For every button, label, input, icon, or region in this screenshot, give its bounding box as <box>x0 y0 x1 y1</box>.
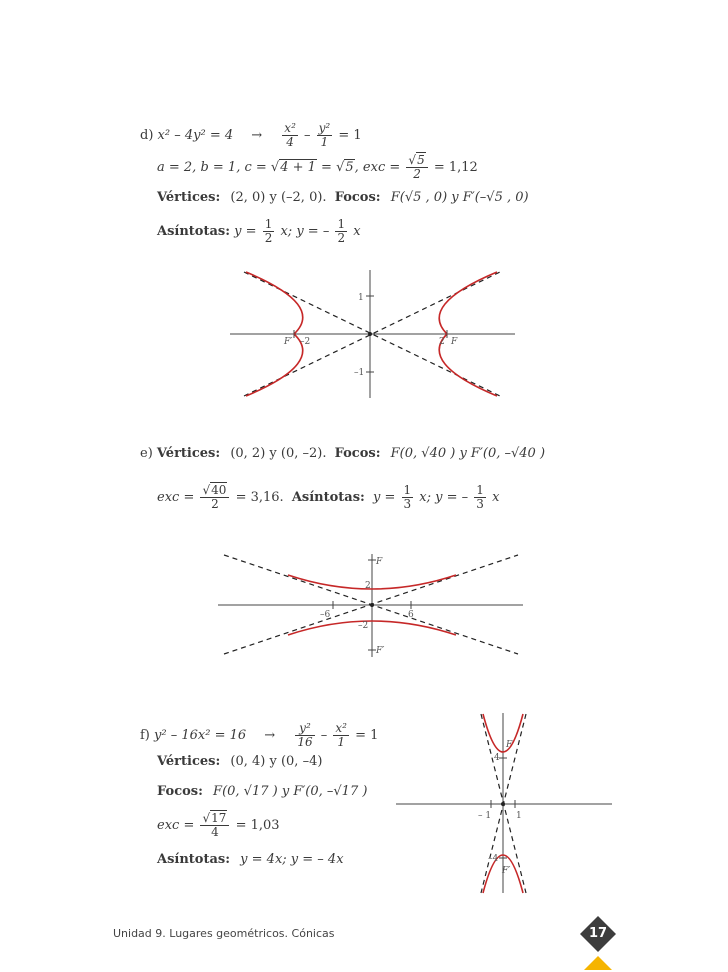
d-exc-label: , exc = <box>354 160 401 175</box>
e-exc-frac: $\frac{√40}{2}$ <box>200 484 229 511</box>
e-vertices-label: Vértices: <box>156 446 221 461</box>
d-params-line: a = 2, b = 1, c = √4 + 1 = √5, exc = $\frac{√5}{2}$ = 1,12 <box>157 153 478 181</box>
d-asint-frac1: $\frac{1}{2}$ <box>264 217 273 245</box>
e-asint-end: x <box>492 490 500 505</box>
d-focos-label: Focos: <box>334 190 381 205</box>
e-tick-pos-y: 2 <box>365 581 371 591</box>
d-arrow: → <box>251 128 263 143</box>
e-vertices-val: (0, 2) y (0, –2). <box>230 446 327 461</box>
d-tick-pos-y: 1 <box>358 293 364 303</box>
f-frac1: $\frac{\text{y²}}{16}$ <box>297 721 313 749</box>
d-eq-rhs: = 1 <box>338 128 362 143</box>
f-focus-top: F <box>506 740 513 750</box>
d-tick-pos-x: 2 <box>439 337 445 347</box>
d-c-root: 5 <box>345 160 354 175</box>
f-vertices-val: (0, 4) y (0, –4) <box>230 754 323 769</box>
d-exc-val: = 1,12 <box>433 160 478 175</box>
f-tick-neg-x: – 1 <box>478 811 492 821</box>
e-asint-mid: x; y = – <box>419 490 469 505</box>
d-asint-end: x <box>353 224 361 239</box>
d-c-radicand: 4 + 1 <box>280 160 316 175</box>
e-focos-label: Focos: <box>334 446 381 461</box>
e-exc-label: exc = <box>157 490 195 505</box>
f-vertices-label: Vértices: <box>157 754 221 769</box>
page-number: 17 <box>588 926 608 941</box>
d-focus-left: F′ <box>284 337 293 347</box>
d-vertices-val: (2, 0) y (–2, 0). <box>230 190 327 205</box>
f-focos-val: F(0, √17 ) y F′(0, –√17 ) <box>213 784 368 799</box>
f-asint-label: Asíntotas: <box>157 852 231 867</box>
e-asint-frac2: $\frac{1}{3}$ <box>476 483 484 511</box>
d-asint-label: Asíntotas: <box>157 224 231 239</box>
d-tick-neg-y: –1 <box>354 368 365 378</box>
d-tick-neg-x: –2 <box>300 337 311 347</box>
d-focos-val: F(√5 , 0) y F′(–√5 , 0) <box>390 190 529 205</box>
e-label: e) <box>140 446 153 461</box>
d-minus: – <box>304 128 311 143</box>
f-minus: – <box>320 728 328 743</box>
f-exc-label: exc = <box>157 818 195 833</box>
d-asint-y1: y = <box>234 224 257 239</box>
d-c-eq: = <box>321 160 332 175</box>
f-eq-lhs: y² – 16x² = 16 <box>154 728 247 743</box>
f-eq-rhs: = 1 <box>355 728 379 743</box>
d-frac2: $\frac{\text{y²}}{1}$ <box>318 121 331 149</box>
f-frac2: $\frac{\text{x²}}{1}$ <box>335 721 347 749</box>
d-params: a = 2, b = 1, c = <box>157 160 267 175</box>
d-focus-right: F <box>451 337 458 347</box>
d-asint-mid: x; y = – <box>280 224 330 239</box>
d-frac1: $\frac{\text{x²}}{4}$ <box>284 121 296 149</box>
e-focus-bottom: F′ <box>376 646 385 656</box>
d-eq-lhs: x² – 4y² = 4 <box>157 128 234 143</box>
e-tick-pos-x: 6 <box>408 610 414 620</box>
f-label: f) <box>140 728 150 743</box>
f-arrow: → <box>264 728 276 743</box>
footer-unit-title: Unidad 9. Lugares geométricos. Cónicas <box>113 927 335 940</box>
d-asint-frac2: $\frac{1}{2}$ <box>337 217 346 245</box>
page-number-badge <box>578 912 618 972</box>
e-exc-val: = 3,16. <box>235 490 284 505</box>
f-tick-pos-x: 1 <box>516 811 522 821</box>
e-focos-val: F(0, √40 ) y F′(0, –√40 ) <box>390 446 546 461</box>
e-tick-neg-x: –6 <box>320 610 331 620</box>
e-tick-neg-y: –2 <box>358 621 369 631</box>
e-asint-y1: y = <box>372 490 396 505</box>
f-exc-val: = 1,03 <box>235 818 280 833</box>
e-asint-frac1: $\frac{1}{3}$ <box>403 483 412 511</box>
f-tick-neg-y: –4 <box>488 854 499 864</box>
d-label: d) <box>140 128 154 143</box>
f-tick-pos-y: 4 <box>494 753 500 763</box>
page-badge-accent <box>584 956 612 970</box>
f-asint-val: y = 4x; y = – 4x <box>240 852 344 867</box>
e-asint-label: Asíntotas: <box>291 490 365 505</box>
d-vertices-label: Vértices: <box>157 190 221 205</box>
f-focus-bottom: F′ <box>502 866 511 876</box>
d-exc-frac: $\frac{√5}{2}$ <box>406 154 427 181</box>
e-focus-top: F <box>376 557 383 567</box>
f-exc-frac: $\frac{√17}{4}$ <box>200 812 229 839</box>
f-focos-label: Focos: <box>157 784 203 799</box>
